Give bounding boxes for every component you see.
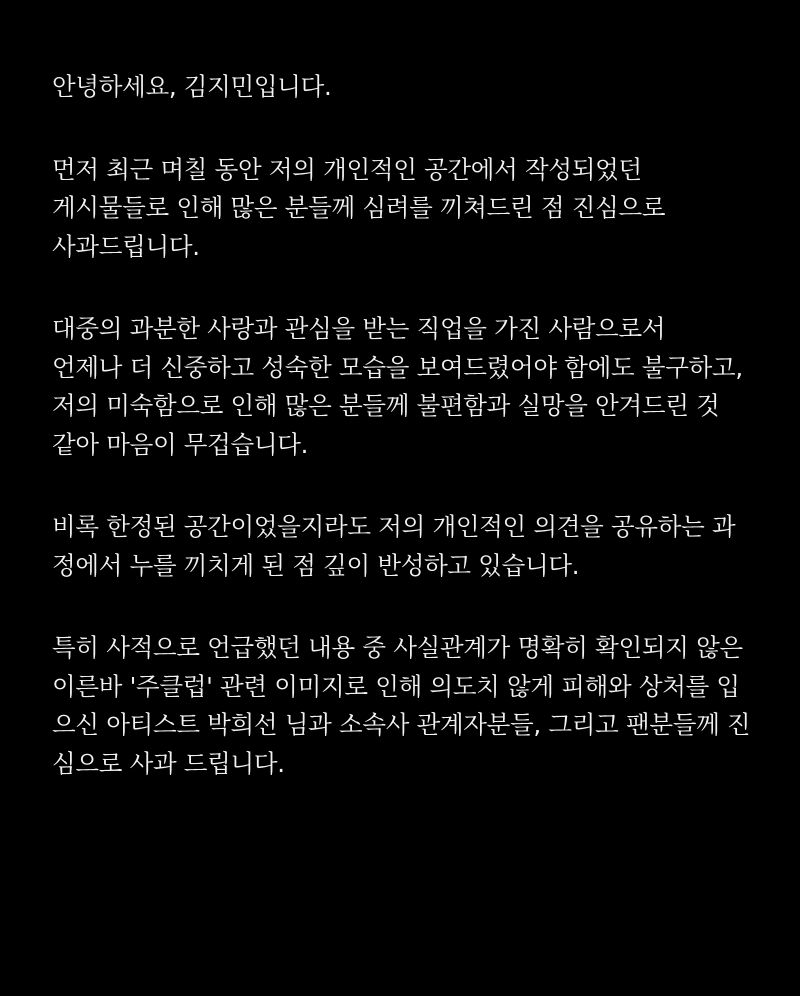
paragraph-gap xyxy=(52,585,772,629)
statement-line: 이른바 '주클럽' 관련 이미지로 인해 의도치 않게 피해와 상처를 입 xyxy=(52,671,740,701)
statement-line: 같아 마음이 무겁습니다. xyxy=(52,429,309,459)
statement-line: 대중의 과분한 사랑과 관심을 받는 직업을 가진 사람으로서 xyxy=(52,314,666,343)
apology-statement xyxy=(52,68,772,783)
paragraph-gap xyxy=(52,266,772,310)
paragraph-gap xyxy=(52,464,772,508)
statement-line: 사과드립니다. xyxy=(52,231,200,261)
apology-paragraph xyxy=(52,151,772,267)
regret-paragraph xyxy=(52,508,772,585)
paragraph-gap xyxy=(52,107,772,151)
statement-line: 으신 아티스트 박희선 님과 소속사 관계자분들, 그리고 팬분들께 진 xyxy=(52,710,751,739)
greeting-paragraph xyxy=(52,68,772,107)
statement-line: 심으로 사과 드립니다. xyxy=(52,748,285,778)
statement-line: 특히 사적으로 언급했던 내용 중 사실관계가 명확히 확인되지 않은 xyxy=(52,633,743,662)
statement-line: 비록 한정된 공간이었을지라도 저의 개인적인 의견을 공유하는 과 xyxy=(52,512,736,541)
statement-line: 저의 미숙함으로 인해 많은 분들께 불편함과 실망을 안겨드린 것 xyxy=(52,391,720,420)
reflection-paragraph xyxy=(52,310,772,464)
greeting-line: 안녕하세요, 김지민입니다. xyxy=(52,72,332,101)
specific-apology-paragraph xyxy=(52,629,772,783)
statement-line: 게시물들로 인해 많은 분들께 심려를 끼쳐드린 점 진심으로 xyxy=(52,193,666,222)
statement-line: 정에서 누를 끼치게 된 점 깊이 반성하고 있습니다. xyxy=(52,550,580,580)
statement-line: 먼저 최근 며칠 동안 저의 개인적인 공간에서 작성되었던 xyxy=(52,154,642,184)
statement-line: 언제나 더 신중하고 성숙한 모습을 보여드렸어야 함에도 불구하고, xyxy=(52,352,743,382)
